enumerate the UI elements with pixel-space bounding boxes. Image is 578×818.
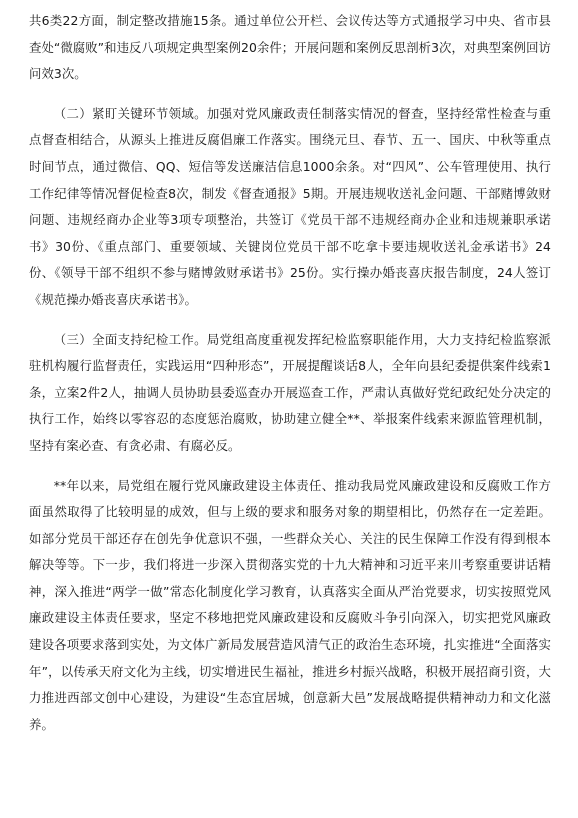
paragraph-discipline-support: （三）全面支持纪检工作。局党组高度重视发挥纪检监察职能作用，大力支持纪检监察派驻机构履行监督责任，实践运用“四种形态”，开展提醒谈话8人，全年向县纪委提供案件线索1条，立案2件2人，抽调人员协助县委巡查办开展巡查工作，严肃认真做好党纪政纪处分决定的执行工作，始终以零容忍的态度惩治腐败，协助建立健全**、举报案件线索来源监管理机制，坚持有案必查、有贪必肃、有腐必反。 bbox=[29, 331, 551, 453]
paragraph-continuation: 共6类22方面，制定整改措施15条。通过单位公开栏、会议传达等方式通报学习中央、省市县查处“微腐败”和违反八项规定典型案例20余件；开展问题和案例反思剖析3次，对典型案例回访问效3次。 bbox=[29, 13, 551, 82]
paragraph-key-links: （二）紧盯关键环节领域。加强对党风廉政责任制落实情况的督查，坚持经常性检查与重点督查相结合，从源头上推进反腐倡廉工作落实。围绕元旦、春节、五一、国庆、中秋等重点时间节点，通过微信、QQ、短信等发送廉洁信息1000余条。对“四风”、公车管理使用、执行工作纪律等情况督促检查8次，制发《督查通报》5期。开展违规收送礼金问题、干部赌博敛财问题、违规经商办企业等3项专项整治，共签订《党员干部不违规经商办企业和违规兼职承诺书》30份、《重点部门、重要领域、关键岗位党员干部不吃拿卡要违规收送礼金承诺书》24份、《领导干部不组织不参与赌博敛财承诺书》25份。实行操办婚丧喜庆报告制度，24人签订《规范操办婚丧喜庆承诺书》。 bbox=[29, 105, 551, 307]
document-page bbox=[29, 8, 551, 738]
paragraph-summary-next-steps: **年以来，局党组在履行党风廉政建设主体责任、推动我局党风廉政建设和反腐败工作方面虽然取得了比较明显的成效，但与上级的要求和服务对象的期望相比，仍然存在一定差距。如部分党员干部还存在创先争优意识不强，一些群众关心、关注的民生保障工作没有得到根本解决等等。下一步，我们将进一步深入贯彻落实党的十九大精神和习近平来川考察重要讲话精神，深入推进“两学一做”常态化制度化学习教育，认真落实全面从严治党要求，切实按照党风廉政建设主体责任要求，坚定不移地把党风廉政建设和反腐败斗争引向深入，切实把党风廉政建设各项要求落到实处，为文体广新局发展营造风清气正的政治生态环境，扎实推进“全面落实年”，以传承天府文化为主线，切实增进民生福祉，推进乡村振兴战略，积极开展招商引资，大力推进西部文创中心建设，为建设“生态宜居城，创意新大邑”发展战略提供精神动力和文化滋养。 bbox=[29, 477, 551, 732]
